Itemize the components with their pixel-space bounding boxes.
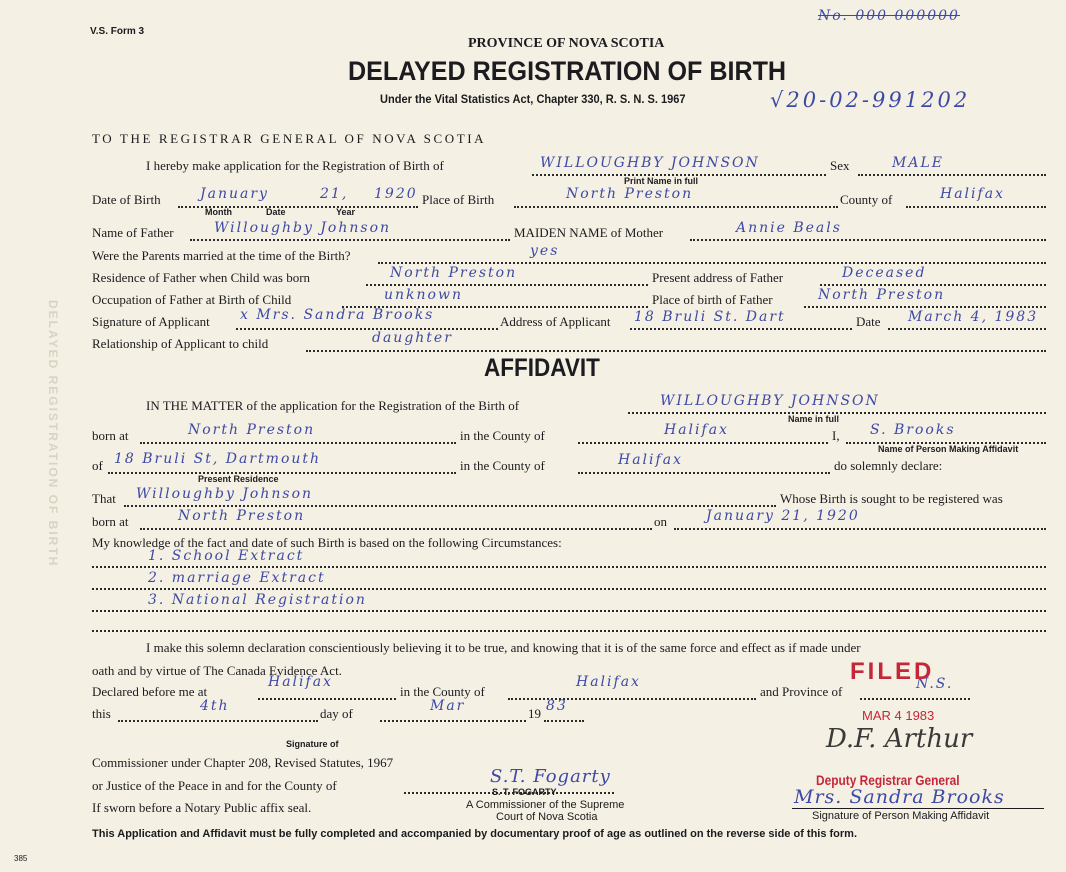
knowledge-text: My knowledge of the fact and date of such Birth is based on the following Circumstances: <box>92 535 562 550</box>
footer-code: 385 <box>14 854 28 863</box>
date-value: March 4, 1983 <box>908 309 1039 325</box>
month-caption: Month <box>205 207 232 217</box>
month-value: Mar <box>430 698 466 714</box>
county-value: Halifax <box>940 186 1005 202</box>
dob-day: 21, <box>320 186 349 202</box>
present-addr-label: Present address of Father <box>652 270 784 285</box>
name-in-full-caption: Name in full <box>788 414 840 424</box>
matter-label: IN THE MATTER of the application for the Registration of the Birth of <box>146 398 520 413</box>
deputy-registrar-stamp: Deputy Registrar General <box>816 772 960 788</box>
province-label: and Province of <box>760 684 843 699</box>
place-label: Place of Birth <box>422 192 495 207</box>
day-of-label: day of <box>320 706 353 721</box>
sig-applicant-value: x Mrs. Sandra Brooks <box>240 307 435 323</box>
maiden-value: Annie Beals <box>736 220 842 236</box>
relationship-value: daughter <box>372 330 453 346</box>
married-value: yes <box>530 243 560 259</box>
sex-label: Sex <box>830 158 850 173</box>
year-prefix: 19 <box>528 706 541 721</box>
pob-father-label: Place of birth of Father <box>652 292 773 307</box>
declared-value: Halifax <box>268 674 333 690</box>
sex-value: MALE <box>892 155 944 171</box>
person-caption: Name of Person Making Affidavit <box>878 444 1019 454</box>
deputy-signature: D.F. Arthur <box>826 724 973 754</box>
maiden-label: MAIDEN NAME of Mother <box>514 225 664 240</box>
born-at-value: North Preston <box>188 422 316 438</box>
circumstance-1: 1. School Extract <box>148 548 305 564</box>
i-label: I, <box>832 428 840 443</box>
affidavit-county-value: Halifax <box>664 422 729 438</box>
relationship-label: Relationship of Applicant to child <box>92 336 269 351</box>
commissioner-signature: S.T. Fogarty <box>490 766 611 787</box>
addr-applicant-value: 18 Bruli St. Dart <box>634 309 786 325</box>
affidavit-county2-value: Halifax <box>618 452 683 468</box>
solemn-text-1: I make this solemn declaration conscientiously believing it to be true, and knowing that it is of the same force and effect as if made under <box>146 640 861 655</box>
sig-of-caption: Signature of <box>286 739 339 749</box>
father-label: Name of Father <box>92 225 174 240</box>
on-value: January 21, 1920 <box>706 508 860 524</box>
commissioner-stamp-line1: A Commissioner of the Supreme <box>466 799 625 811</box>
date-caption: Date <box>266 207 286 217</box>
declare-text: do solemnly declare: <box>834 458 943 473</box>
born-at-label: born at <box>92 428 129 443</box>
intro-label: I hereby make application for the Registration of Birth of <box>146 158 444 173</box>
sig-applicant-label: Signature of Applicant <box>92 314 210 329</box>
matter-name-value: WILLOUGHBY JOHNSON <box>660 393 880 409</box>
dob-year: 1920 <box>374 186 418 202</box>
circumstance-2: 2. marriage Extract <box>148 570 326 586</box>
whose-birth-text: Whose Birth is sought to be registered was <box>780 491 1003 506</box>
present-addr-value: Deceased <box>842 265 927 281</box>
province-value: N.S. <box>916 676 954 692</box>
i-value: S. Brooks <box>870 422 956 438</box>
affiant-signature: Mrs. Sandra Brooks <box>794 786 1005 808</box>
year-caption: Year <box>336 207 356 217</box>
child-name-value: WILLOUGHBY JOHNSON <box>540 155 760 171</box>
affidavit-county2-label: in the County of <box>460 458 545 473</box>
on-label: on <box>654 514 667 529</box>
commissioner-stamp-line2: Court of Nova Scotia <box>496 811 598 823</box>
occupation-label: Occupation of Father at Birth of Child <box>92 292 292 307</box>
form-subtitle: Under the Vital Statistics Act, Chapter 330, R. S. N. S. 1967 <box>380 92 686 106</box>
occupation-value: unknown <box>384 287 463 303</box>
born-at2-label: born at <box>92 514 129 529</box>
struck-number: No. 000 000000 <box>818 8 960 24</box>
addr-applicant-label: Address of Applicant <box>500 314 611 329</box>
that-label: That <box>92 491 116 506</box>
residence-value: North Preston <box>390 265 518 281</box>
form-title: DELAYED REGISTRATION OF BIRTH <box>348 56 787 86</box>
dob-month: January <box>200 186 269 202</box>
year-value: 83 <box>546 698 568 714</box>
commissioner-stamp-name: S. T. FOGARTY <box>492 787 557 797</box>
justice-text: or Justice of the Peace in and for the County of <box>92 778 337 793</box>
father-value: Willoughby Johnson <box>214 220 392 236</box>
of-value: 18 Bruli St, Dartmouth <box>114 451 322 467</box>
married-label: Were the Parents married at the time of the Birth? <box>92 248 351 263</box>
footer-notice: This Application and Affidavit must be fully completed and accompanied by documentary proof of age as outlined on the reverse side of this form. <box>92 828 858 840</box>
affidavit-heading: AFFIDAVIT <box>484 354 600 382</box>
solemn-text-2: oath and by virtue of The Canada Evidence Act. <box>92 663 342 678</box>
of-label: of <box>92 458 103 473</box>
county3-label: in the County of <box>400 684 485 699</box>
filed-date-stamp: MAR 4 1983 <box>862 708 935 723</box>
this-label: this <box>92 706 111 721</box>
this-value: 4th <box>200 698 230 714</box>
circumstance-3: 3. National Registration <box>148 592 367 608</box>
filed-stamp: FILED <box>850 658 935 685</box>
county3-value: Halifax <box>576 674 641 690</box>
commissioner-text: Commissioner under Chapter 208, Revised Statutes, 1967 <box>92 755 394 770</box>
dob-label: Date of Birth <box>92 192 161 207</box>
form-number: V.S. Form 3 <box>90 26 145 37</box>
affiant-caption: Signature of Person Making Affidavit <box>812 810 990 822</box>
affidavit-county-label: in the County of <box>460 428 545 443</box>
pob-father-value: North Preston <box>818 287 946 303</box>
present-residence-caption: Present Residence <box>198 474 279 484</box>
notary-text: If sworn before a Notary Public affix seal. <box>92 800 312 815</box>
residence-label: Residence of Father when Child was born <box>92 270 311 285</box>
born-at2-value: North Preston <box>178 508 306 524</box>
province-heading: PROVINCE OF NOVA SCOTIA <box>468 36 665 51</box>
side-watermark: DELAYED REGISTRATION OF BIRTH <box>46 300 60 568</box>
that-value: Willoughby Johnson <box>136 486 314 502</box>
print-name-caption: Print Name in full <box>624 176 699 186</box>
registration-number: √20-02-991202 <box>770 88 971 112</box>
date-label: Date <box>856 314 881 329</box>
declared-label: Declared before me at <box>92 684 208 699</box>
to-registrar: TO THE REGISTRAR GENERAL OF NOVA SCOTIA <box>92 131 487 146</box>
place-value: North Preston <box>566 186 694 202</box>
county-label: County of <box>840 192 893 207</box>
